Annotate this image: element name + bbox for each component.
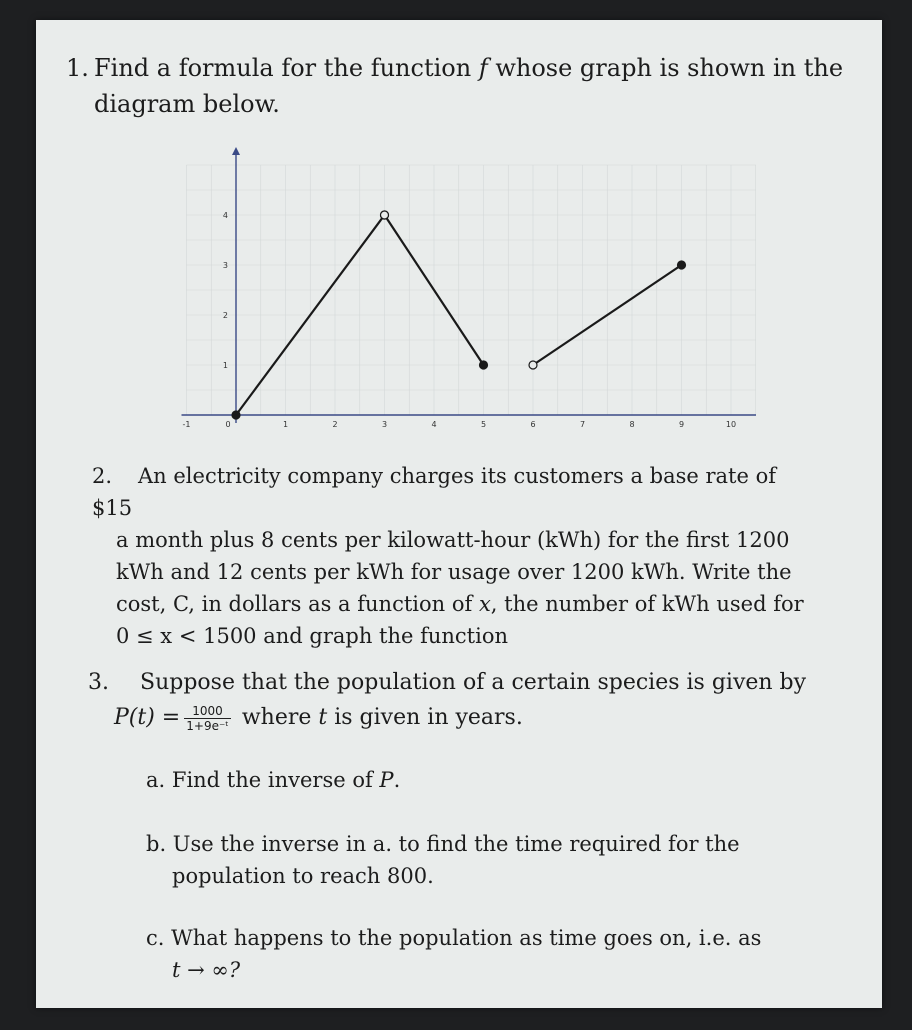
x-tick-label: -1: [182, 420, 191, 429]
segment-3-open-point: [529, 361, 537, 369]
question-3-line-1: [88, 666, 828, 699]
question-3-number: 3.: [88, 670, 109, 695]
function-name: f: [478, 54, 488, 82]
part-c-line-1: c. What happens to the population as time goes on, i.e. as: [146, 926, 762, 950]
worksheet-page: [36, 20, 882, 1008]
x-tick-label: 0: [225, 420, 231, 429]
part-c: [146, 922, 786, 986]
y-axis-arrow: [232, 147, 240, 155]
x-tick-label: 2: [332, 420, 338, 429]
question-1-line-2: diagram below.: [94, 90, 280, 118]
fraction-denominator: 1+9e⁻ᵗ: [186, 718, 229, 733]
piecewise-graph: [136, 145, 756, 435]
question-1-number: 1.: [66, 54, 89, 82]
part-a: [146, 764, 786, 796]
x-tick-label: 6: [530, 420, 536, 429]
segment-1-closed-point: [232, 411, 240, 419]
part-a-end: .: [393, 768, 401, 792]
question-2-text-1: An electricity company charges its customers a base rate of $15: [92, 464, 776, 520]
x-tick-label: 7: [579, 420, 586, 429]
segment-2-closed-point: [480, 361, 488, 369]
part-a-var: P: [379, 768, 394, 792]
question-1-line-1: [66, 50, 846, 86]
chart-axes: [182, 147, 757, 423]
variable-t: t: [318, 705, 328, 730]
question-1-text-b: whose graph is shown in the: [487, 54, 844, 82]
question-2-line-2: a month plus 8 cents per kilowatt-hour (kWh) for the first 1200: [116, 528, 790, 552]
variable-x: x: [478, 592, 491, 616]
chart-tick-labels: [183, 211, 737, 429]
question-2-text-4b: , the number of kWh used for: [490, 592, 804, 616]
question-2-text-5: and graph the function: [256, 624, 509, 648]
question-3-text-2a: where: [234, 705, 319, 730]
population-function-lhs: P(t) =: [114, 705, 181, 730]
question-3-line-2: [88, 701, 828, 734]
chart-grid: [187, 165, 757, 415]
part-b-line-2: population to reach 800.: [172, 864, 434, 888]
question-2-number: 2.: [92, 464, 113, 488]
question-2-line-3: kWh and 12 cents per kWh for usage over 1200 kWh. Write the: [116, 560, 792, 584]
question-2-line-5: [92, 620, 812, 652]
y-tick-label: 3: [222, 261, 228, 270]
x-tick-label: 5: [480, 420, 487, 429]
domain-inequality: 0 ≤ x < 1500: [116, 624, 257, 648]
question-2-text-4a: cost, C, in dollars as a function of: [116, 592, 479, 616]
part-c-line-2: t → ∞?: [172, 958, 241, 982]
question-1-text-a: Find a formula for the function: [94, 54, 479, 82]
part-b: [146, 828, 786, 892]
part-a-text: a. Find the inverse of: [146, 768, 380, 792]
segment-3-closed-point: [678, 261, 686, 269]
x-tick-label: 9: [678, 420, 685, 429]
part-b-line-1: b. Use the inverse in a. to find the time required for the: [146, 832, 740, 856]
question-3-text-2b: is given in years.: [327, 705, 523, 730]
x-tick-label: 1: [282, 420, 289, 429]
y-tick-label: 1: [222, 361, 228, 370]
question-2-line-1: [92, 460, 812, 524]
question-1: [66, 50, 846, 122]
y-tick-label: 2: [222, 311, 228, 320]
x-tick-label: 8: [629, 420, 635, 429]
question-3: [88, 666, 828, 734]
x-tick-label: 3: [381, 420, 388, 429]
question-3-text-1: Suppose that the population of a certain species is given by: [140, 670, 807, 695]
population-fraction: [184, 704, 231, 733]
x-tick-label: 10: [725, 420, 737, 429]
y-tick-label: 4: [222, 211, 228, 220]
question-2: [92, 460, 812, 652]
question-2-line-4: [92, 588, 812, 620]
segment-2-open-point: [381, 211, 389, 219]
x-tick-label: 4: [431, 420, 437, 429]
fraction-numerator: 1000: [184, 704, 231, 719]
